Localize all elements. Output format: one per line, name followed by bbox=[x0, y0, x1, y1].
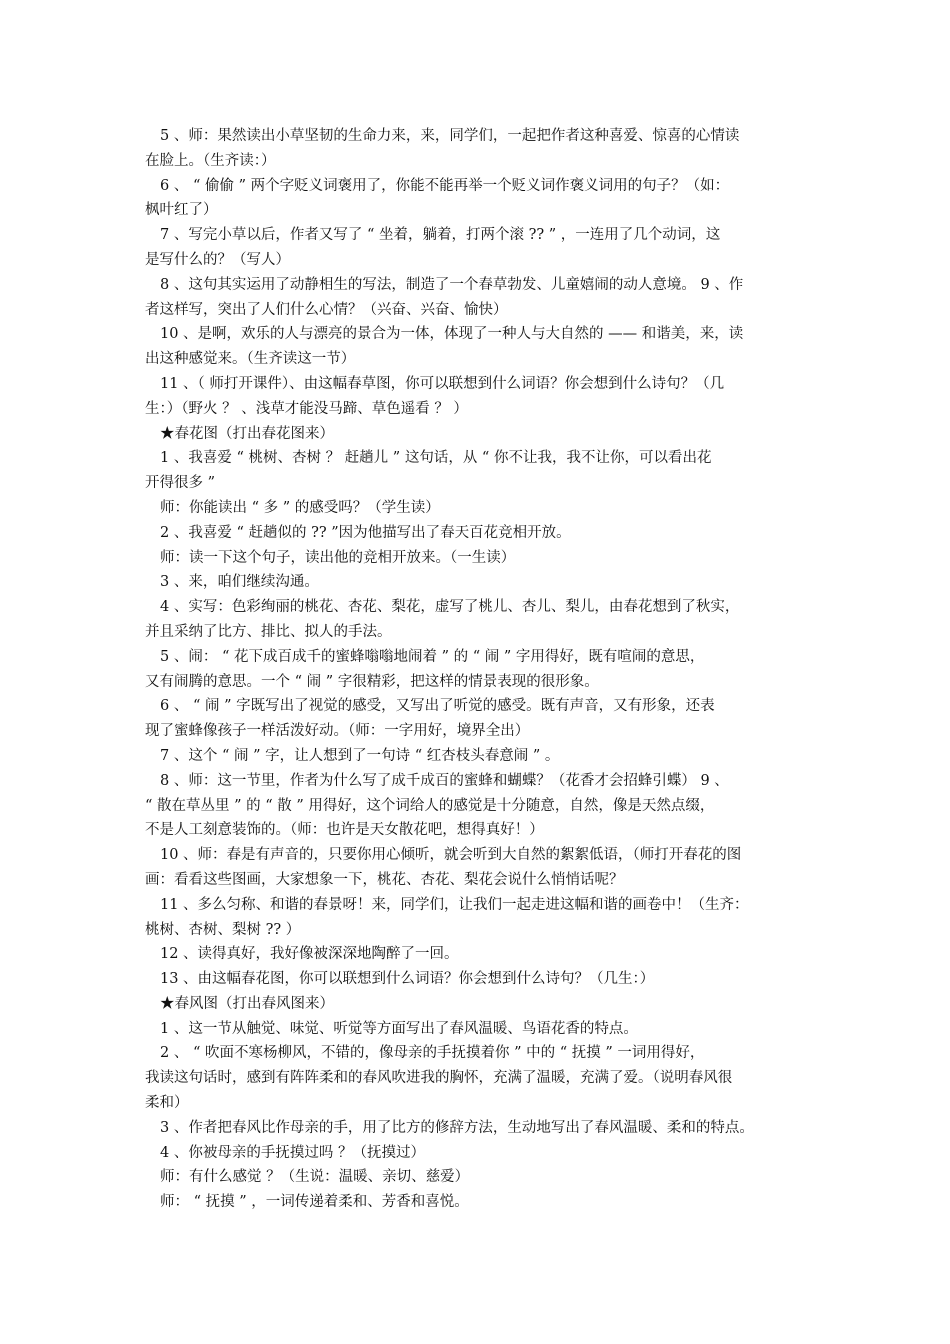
text-line: 3 、作者把春风比作母亲的手，用了比方的修辞方法，生动地写出了春风温暖、柔和的特点。 bbox=[160, 1119, 754, 1136]
text-line: 我读这句话时，感到有阵阵柔和的春风吹进我的胸怀，充满了温暖，充满了爱。（说明春风很 bbox=[145, 1070, 733, 1087]
text-line: 2 、我喜爱 “ 赶趟似的 ?? ”因为他描写出了春天百花竞相开放。 bbox=[160, 524, 571, 541]
text-line: 在脸上。（生齐读：） bbox=[145, 152, 276, 169]
text-line: 现了蜜蜂像孩子一样活泼好动。（师：一字用好，境界全出） bbox=[145, 723, 530, 740]
text-line: 4 、你被母亲的手抚摸过吗 ？（抚摸过） bbox=[160, 1144, 425, 1161]
text-line: 生：）（野火 ？ 、浅草才能没马蹄、草色遥看 ？ ） bbox=[145, 400, 468, 417]
text-line: 师： “ 抚摸 ” ，一词传递着柔和、芳香和喜悦。 bbox=[160, 1194, 469, 1211]
text-line: 2 、 “ 吹面不寒杨柳风，不错的，像母亲的手抚摸着你 ” 中的 “ 抚摸 ” 一词用得好， bbox=[160, 1045, 705, 1062]
text-line: 是写什么的？（写人） bbox=[145, 251, 290, 268]
text-line: 7 、写完小草以后，作者又写了 “ 坐着，躺着，打两个滚 ?? ” ，一连用了几个动词，这 bbox=[160, 227, 721, 244]
text-line: 又有闹腾的意思。一个 “ 闹 ” 字很精彩，把这样的情景表现的很形象。 bbox=[145, 673, 599, 690]
document-body bbox=[145, 124, 813, 1215]
text-line: 桃树、杏树、梨树 ?? ） bbox=[145, 921, 301, 938]
text-line: 12 、读得真好，我好像被深深地陶醉了一回。 bbox=[160, 946, 459, 963]
text-line: 6 、 “ 闹 ” 字既写出了视觉的感受，又写出了听觉的感受。既有声音，又有形象，还表 bbox=[160, 698, 715, 715]
text-line: 10 、师：春是有声音的，只要你用心倾听，就会听到大自然的絮絮低语，（师打开春花的图 bbox=[160, 847, 742, 864]
text-line: 并且采纳了比方、排比、拟人的手法。 bbox=[145, 623, 392, 640]
text-line: 13 、由这幅春花图，你可以联想到什么词语？你会想到什么诗句？（几生：） bbox=[160, 971, 655, 988]
text-line: ★春花图（打出春花图来） bbox=[160, 425, 334, 442]
text-line: 4 、实写：色彩绚丽的桃花、杏花、梨花，虚写了桃儿、杏儿、梨儿，由春花想到了秋实， bbox=[160, 599, 740, 616]
text-line: 枫叶红了） bbox=[145, 202, 218, 219]
text-line: 10 、是啊，欢乐的人与漂亮的景合为一体，体现了一种人与大自然的 —— 和谐美，来，读 bbox=[160, 326, 744, 343]
text-line: 3 、来，咱们继续沟通。 bbox=[160, 574, 319, 591]
text-line: 1 、我喜爱 “ 桃树、杏树 ？ 赶趟儿 ” 这句话，从 “ 你不让我，我不让你，可以看出花 bbox=[160, 450, 712, 467]
text-line: 师：你能读出 “ 多 ” 的感受吗？（学生读） bbox=[160, 499, 440, 516]
text-line: 5 、闹： “ 花下成百成千的蜜蜂嗡嗡地闹着 ” 的 “ 闹 ” 字用得好，既有喧闹的意思， bbox=[160, 648, 705, 665]
text-line: 师：读一下这个句子，读出他的竞相开放来。（一生读） bbox=[160, 549, 516, 566]
text-line: 8 、这句其实运用了动静相生的写法，制造了一个春草勃发、儿童嬉闹的动人意境。 9 、作 bbox=[160, 276, 744, 293]
text-line: 11 、多么匀称、和谐的春景呀！来，同学们，让我们一起走进这幅和谐的画卷中！（生齐： bbox=[160, 896, 749, 913]
text-line: 7 、这个 “ 闹 ” 字，让人想到了一句诗 “ 红杏枝头春意闹 ” 。 bbox=[160, 747, 560, 764]
text-line: 11 、（ 师打开课件）、由这幅春草图，你可以联想到什么词语？你会想到什么诗句？（几 bbox=[160, 375, 725, 392]
text-line: 1 、这一节从触觉、味觉、听觉等方面写出了春风温暖、鸟语花香的特点。 bbox=[160, 1020, 638, 1037]
text-line: 者这样写，突出了人们什么心情？（兴奋、兴奋、愉快） bbox=[145, 301, 508, 318]
text-line: ★春风图（打出春风图来） bbox=[160, 995, 334, 1012]
text-line: 师：有什么感觉 ？（生说：温暖、亲切、慈爱） bbox=[160, 1169, 470, 1186]
text-line: 柔和） bbox=[145, 1095, 189, 1112]
text-line: 8 、师：这一节里，作者为什么写了成千成百的蜜蜂和蝴蝶？（花香才会招蜂引蝶） 9 、 bbox=[160, 772, 729, 789]
text-line: 6 、 “ 偷偷 ” 两个字贬义词褒用了，你能不能再举一个贬义词作褒义词用的句子？（如： bbox=[160, 177, 730, 194]
text-line: 开得很多 ” bbox=[145, 475, 216, 492]
text-line: 画：看看这些图画，大家想象一下，桃花、杏花、梨花会说什么悄悄话呢？ bbox=[145, 871, 624, 888]
text-line: 出这种感觉来。（生齐读这一节） bbox=[145, 351, 356, 368]
text-line: 不是人工刻意装饰的。（师：也许是天女散花吧，想得真好！） bbox=[145, 822, 544, 839]
text-line: “ 散在草丛里 ” 的 “ 散 ” 用得好，这个词给人的感觉是十分随意，自然，像是天然点缀， bbox=[145, 797, 715, 814]
text-line: 5 、师：果然读出小草坚韧的生命力来，来，同学们，一起把作者这种喜爱、惊喜的心情读 bbox=[160, 128, 740, 144]
